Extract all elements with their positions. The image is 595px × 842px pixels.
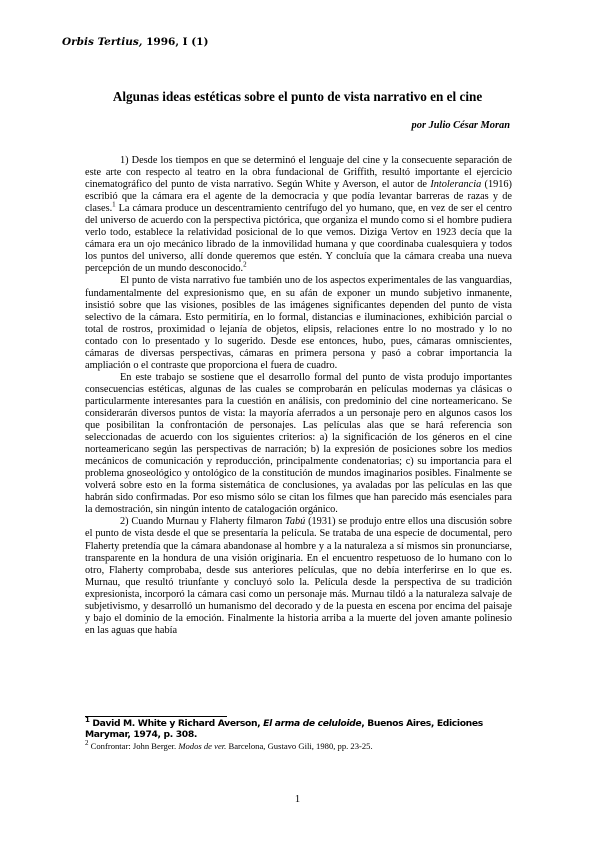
footnote-2-number: 2: [85, 739, 89, 748]
journal-name: Orbis Tertius,: [62, 36, 143, 48]
footnote-2-text-a: Confrontar: John Berger.: [88, 741, 179, 751]
paragraph-4-text-b: (1931) se produjo entre ellos una discusión sobre el punto de vista desde el que se presentaría la película. Se trataba de una especie de documental, pero Flaherty pretendía que la cámara abandonase al hombre y a la naturaleza a sí mismos sin pronunciarse, transparente en la hondura de una visión originaria. En el encuentro respetuoso de lo humano con lo otro, Flaherty comprobaba, desde sus anteriores películas, que no debía interferirse en lo que es. Murnau, que resultó triunfante y concluyó solo la. Película desde la perspectiva de su tradición expresionista, incorporó la cámara casi como un personaje más. Murnau tildó a la naturaleza salvaje de subjetivismo, y desarrolló un humanismo del decorado y de la puesta en escena por encima del paisaje y bajo el dominio de la emoción. Finalmente la historia arriba a la muerte del joven amante polinesio en las aguas que había: [85, 516, 512, 636]
footnote-2: [85, 741, 512, 752]
film-title-intolerancia: Intolerancia: [430, 179, 482, 191]
footnote-1-number: 1: [85, 715, 90, 724]
paragraph-1: [85, 155, 512, 275]
film-title-tabu: Tabú: [285, 516, 306, 528]
footnote-divider: [85, 716, 227, 717]
paragraph-2: El punto de vista narrativo fue también uno de los aspectos experimentales de las vanguardias, fundamentalmente del expresionismo que, en su afán de exponer un mundo subjetivo inmanente, insistió sobre que las visiones, posibles de las imágenes significantes dependen del punto de vista selectivo de la cámara. Esto permitiría, en lo formal, distancias e iluminaciones, exhibición parcial o total de rostros, proximidad o lejanía de objetos, elipsis, relaciones entre lo no mostrado y lo no contado con lo presentado y lo sugerido. Desde ese entonces, hubo, pues, cámaras omniscientes, cámaras de diversas perspectivas, cámaras en primera persona y pasó a cobrar importancia la ampliación o el contraste que proporciona el fuera de cuadro.: [85, 275, 512, 371]
paragraph-4-text-a: 2) Cuando Murnau y Flaherty filmaron: [120, 516, 286, 528]
journal-issue: 1996, I (1): [146, 36, 209, 48]
footnotes: [85, 715, 512, 752]
footnote-1-book-title: El arma de celuloide: [263, 718, 362, 729]
paragraph-1-text-a: 1) Desde los tiempos en que se determinó el lenguaje del cine y la consecuente separación de este arte con respecto al teatro en la obra fundacional de Griffith, resultó importante el ejercicio cinematográfico del punto de vista narrativo. Según White y Averson, el autor de: [85, 155, 512, 191]
footnote-2-book-title: Modos de ver.: [178, 741, 227, 751]
page-number: 1: [294, 794, 301, 805]
article-body: [85, 155, 512, 637]
article-title: Algunas ideas estéticas sobre el punto de vista narrativo en el cine: [112, 89, 483, 104]
article-author: por Julio César Moran: [411, 120, 510, 131]
footnote-ref-2[interactable]: 2: [243, 261, 247, 269]
paragraph-3: En este trabajo se sostiene que el desarrollo formal del punto de vista produjo importantes consecuencias estéticas, algunas de las cuales se comprobarán en películas modernas ya clásicas o particularmente interesantes para la cuestión en análisis, con predominio del cine norteamericano. Se considerarán diversos puntos de vista: la mayoría aferrados a un personaje pero en algunos casos los que posibilitan la confrontación de personajes. Las películas alas que se hará referencia son seleccionadas de acuerdo con los siguientes criterios: a) la significación de los géneros en el cine norteamericano según las perspectivas de narración; b) la expresión de posiciones sobre los medios mecánicos de comunicación y reproducción, principalmente condenatorias; c) su importancia para el problema gnoseológico y ontológico de la constitución de mundos imaginarios posibles. Finalmente se volverá sobre esto en la forma sistemática de conclusiones, ya avaladas por las películas en las que habrán sido confirmadas. Por eso mismo sólo se citan los filmes que han parecido más esenciales para la demostración, sin ningún intento de catalogación orgánico.: [85, 371, 512, 516]
footnote-ref-1[interactable]: 1: [112, 200, 116, 209]
paragraph-4: [85, 516, 512, 636]
footnote-1-text-a: David M. White y Richard Averson,: [89, 718, 264, 729]
paragraph-1-text-b: (1916) escribió que la cámara era el agente de la democracia y que podía levantar barreras de razas y de clases.: [85, 179, 512, 215]
footnote-1: [85, 715, 512, 740]
running-head: [62, 36, 208, 48]
paragraph-1-text-c: La cámara produce un descentramiento centrífugo del yo humano, que, en vez de ser el centro del universo de acuerdo con la perspectiva pictórica, que organiza el mundo como si el hombre pudiera verlo todo, establece la relatividad posicional de lo que vemos. Diziga Vertov en 1923 decía que la cámara era un ojo mecánico librado de la inmovilidad humana y que coordinaba cualesquiera y todos los puntos del universo, allí donde queremos que estén. Y concluía que la cámara creaba una nueva percepción de un mundo desconocido.: [85, 203, 512, 275]
footnote-2-text-b: Barcelona, Gustavo Gili, 1980, pp. 23-25.: [226, 741, 373, 751]
footnote-1-text-b: , Buenos Aires, Ediciones Marymar, 1974, p. 308.: [85, 718, 483, 740]
